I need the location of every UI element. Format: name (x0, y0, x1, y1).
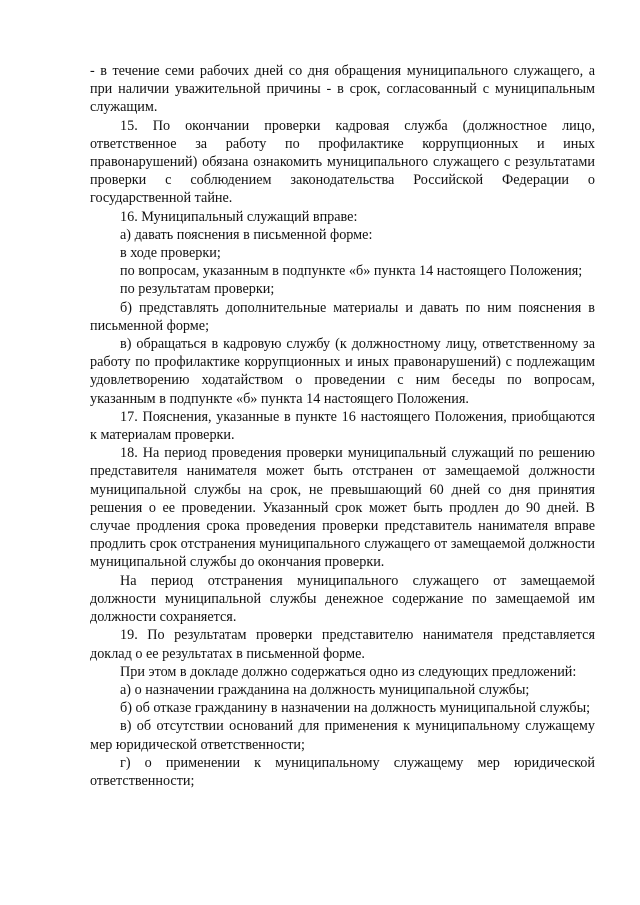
paragraph-19g: г) о применении к муниципальному служащему мер юридической ответственности; (90, 754, 595, 789)
paragraph-16a: а) давать пояснения в письменной форме: (120, 226, 373, 243)
paragraph-15: 15. По окончании проверки кадровая служба (должностное лицо, ответственное за работу по профилактике коррупционных и иных правонарушений) обязана ознакомить муниципального служащего с результатами проверки с соблюдением законодательства Российской Федерации о государственной тайне. (90, 117, 595, 207)
paragraph-18-salary: На период отстранения муниципального служащего от замещаемой должности муниципальной службы денежное содержание по замещаемой им должности сохраняется. (90, 572, 595, 626)
paragraph-term-seven-days: - в течение семи рабочих дней со дня обращения муниципального служащего, а при наличии уважительной причины - в срок, согласованный с муниципальным служащим. (90, 63, 595, 116)
paragraph-19a: а) о назначении гражданина на должность муниципальной службы; (120, 681, 530, 698)
paragraph-16a-during-check: в ходе проверки; (120, 245, 221, 262)
paragraph-16a-results: по результатам проверки; (120, 281, 275, 298)
paragraph-18: 18. На период проведения проверки муниципальный служащий по решению представителя нанимателя может быть отстранен от замещаемой должности муниципальной службы на срок, не превышающий 60 дней со дня принятия решения о ее проведении. Указанный срок может быть продлен до 90 дней. В случае продления срока проведения проверки представитель нанимателя вправе продлить срок отстранения муниципального служащего от замещаемой должности муниципальной службы до окончания проверки. (90, 445, 595, 571)
paragraph-19v: в) об отсутствии оснований для применения к муниципальному служащему мер юридической ответственности; (90, 718, 595, 753)
paragraph-19: 19. По результатам проверки представителю нанимателя представляется доклад о ее результатах в письменной форме. (90, 627, 595, 662)
paragraph-19b: б) об отказе гражданину в назначении на должность муниципальной службы; (120, 700, 591, 717)
paragraph-16b: б) представлять дополнительные материалы и давать по ним пояснения в письменной форме; (90, 299, 595, 334)
paragraph-16v: в) обращаться в кадровую службу (к должностному лицу, ответственному за работу по профилактике коррупционных и иных правонарушений) с подлежащим удовлетворению ходатайством о проведении с ним беседы по вопросам, указанным в подпункте «б» пункта 14 настоящего Положения. (90, 336, 595, 407)
paragraph-17: 17. Пояснения, указанные в пункте 16 настоящего Положения, приобщаются к материалам проверки. (90, 408, 595, 444)
document-page (90, 62, 595, 790)
paragraph-16a-questions: по вопросам, указанным в подпункте «б» пункта 14 настоящего Положения; (120, 263, 583, 280)
paragraph-16: 16. Муниципальный служащий вправе: (120, 208, 358, 225)
paragraph-19-proposals: При этом в докладе должно содержаться одно из следующих предложений: (120, 663, 577, 680)
